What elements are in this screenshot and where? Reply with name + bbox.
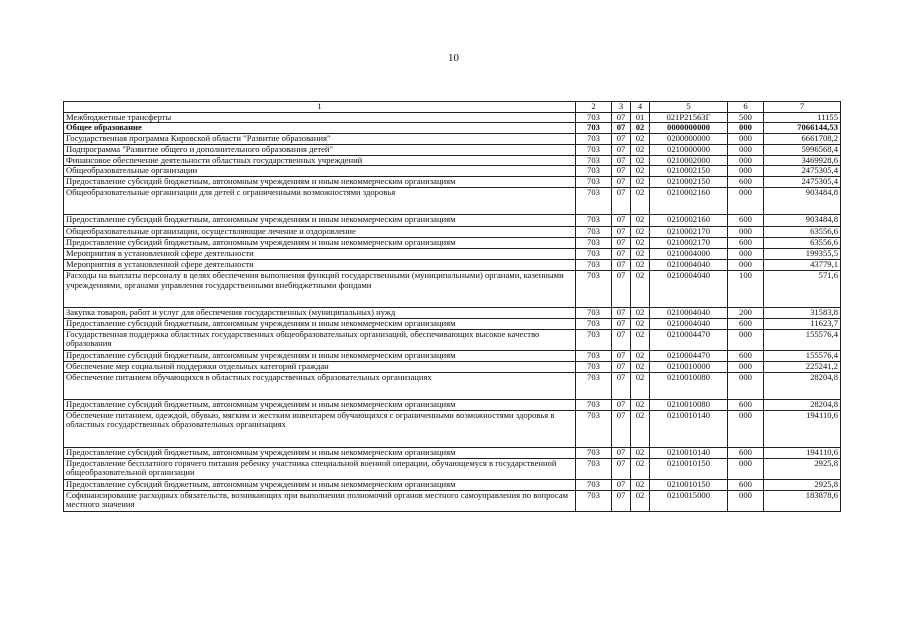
row-subsection-code: 02 xyxy=(631,361,650,372)
row-ministry-code: 703 xyxy=(576,399,612,410)
row-ministry-code: 703 xyxy=(576,318,612,329)
col-header-6: 6 xyxy=(728,102,764,113)
table-row xyxy=(64,361,841,372)
row-amount: 6661708,2 xyxy=(764,134,841,145)
row-amount: 2475305,4 xyxy=(764,177,841,188)
row-amount: 28204,8 xyxy=(764,399,841,410)
row-target-article: 0210002160 xyxy=(650,188,728,215)
row-ministry-code: 703 xyxy=(576,361,612,372)
row-amount: 183878,6 xyxy=(764,490,841,511)
row-subsection-code: 01 xyxy=(631,112,650,123)
row-ministry-code: 703 xyxy=(576,350,612,361)
table-row xyxy=(64,350,841,361)
row-ministry-code: 703 xyxy=(576,458,612,479)
row-section-code: 07 xyxy=(612,237,631,248)
table-row xyxy=(64,479,841,490)
row-description: Предоставление субсидий бюджетным, автономным учреждениям и иным некоммерческим организациям xyxy=(64,318,576,329)
table-row xyxy=(64,227,841,238)
row-section-code: 07 xyxy=(612,123,631,134)
row-target-article: 0210002150 xyxy=(650,166,728,177)
row-section-code: 07 xyxy=(612,134,631,145)
table-row xyxy=(64,123,841,134)
row-ministry-code: 703 xyxy=(576,112,612,123)
row-subsection-code: 02 xyxy=(631,177,650,188)
col-header-4: 4 xyxy=(631,102,650,113)
row-subsection-code: 02 xyxy=(631,188,650,215)
row-target-article: 0210002170 xyxy=(650,237,728,248)
row-ministry-code: 703 xyxy=(576,490,612,511)
row-expense-type: 000 xyxy=(728,188,764,215)
row-expense-type: 000 xyxy=(728,166,764,177)
row-section-code: 07 xyxy=(612,329,631,350)
row-subsection-code: 02 xyxy=(631,307,650,318)
row-section-code: 07 xyxy=(612,361,631,372)
row-section-code: 07 xyxy=(612,144,631,155)
row-amount: 2475305,4 xyxy=(764,166,841,177)
col-header-5: 5 xyxy=(650,102,728,113)
row-description: Межбюджетные трансферты xyxy=(64,112,576,123)
row-subsection-code: 02 xyxy=(631,134,650,145)
row-amount: 903484,8 xyxy=(764,188,841,215)
row-amount: 199355,5 xyxy=(764,248,841,259)
row-section-code: 07 xyxy=(612,248,631,259)
row-ministry-code: 703 xyxy=(576,307,612,318)
row-description: Предоставление субсидий бюджетным, автономным учреждениям и иным некоммерческим организациям xyxy=(64,350,576,361)
row-target-article: 0210010150 xyxy=(650,458,728,479)
table-row xyxy=(64,307,841,318)
row-description: Общеобразовательные организации для детей с ограниченными возможностями здоровья xyxy=(64,188,576,215)
row-amount: 11155 xyxy=(764,112,841,123)
row-section-code: 07 xyxy=(612,479,631,490)
row-description: Государственная поддержка областных государственных общеобразовательных организаций, обеспечивающих высокое качество образования xyxy=(64,329,576,350)
row-target-article: 0210010140 xyxy=(650,447,728,458)
row-target-article: 0210010080 xyxy=(650,372,728,399)
budget-table xyxy=(63,101,841,512)
row-expense-type: 600 xyxy=(728,177,764,188)
row-section-code: 07 xyxy=(612,155,631,166)
row-subsection-code: 02 xyxy=(631,410,650,447)
row-subsection-code: 02 xyxy=(631,215,650,227)
row-description: Обеспечение питанием обучающихся в областных государственных образовательных организациях xyxy=(64,372,576,399)
row-target-article: 0210004040 xyxy=(650,270,728,307)
row-target-article: 0210015000 xyxy=(650,490,728,511)
table-row xyxy=(64,248,841,259)
row-description: Предоставление субсидий бюджетным, автономным учреждениям и иным некоммерческим организациям xyxy=(64,479,576,490)
row-target-article: 0200000000 xyxy=(650,134,728,145)
row-description: Общее образование xyxy=(64,123,576,134)
col-header-2: 2 xyxy=(576,102,612,113)
row-expense-type: 000 xyxy=(728,490,764,511)
row-section-code: 07 xyxy=(612,112,631,123)
table-row xyxy=(64,458,841,479)
row-amount: 5996568,4 xyxy=(764,144,841,155)
row-section-code: 07 xyxy=(612,166,631,177)
row-ministry-code: 703 xyxy=(576,248,612,259)
row-ministry-code: 703 xyxy=(576,329,612,350)
row-target-article: 0210010140 xyxy=(650,410,728,447)
row-description: Общеобразовательные организации, осуществляющие лечение и оздоровление xyxy=(64,227,576,238)
row-description: Софинансирование расходных обязательств, возникающих при выполнении полномочий органов местного самоуправления по вопросам местного значения xyxy=(64,490,576,511)
row-amount: 571,6 xyxy=(764,270,841,307)
col-header-3: 3 xyxy=(612,102,631,113)
row-description: Финансовое обеспечение деятельности областных государственных учреждений xyxy=(64,155,576,166)
table-row xyxy=(64,237,841,248)
row-subsection-code: 02 xyxy=(631,144,650,155)
row-subsection-code: 02 xyxy=(631,237,650,248)
row-expense-type: 000 xyxy=(728,259,764,270)
row-amount: 7066144,53 xyxy=(764,123,841,134)
table-row xyxy=(64,399,841,410)
table-row xyxy=(64,259,841,270)
row-amount: 43779,1 xyxy=(764,259,841,270)
row-ministry-code: 703 xyxy=(576,166,612,177)
row-subsection-code: 02 xyxy=(631,166,650,177)
row-section-code: 07 xyxy=(612,318,631,329)
row-target-article: 0210004040 xyxy=(650,318,728,329)
row-subsection-code: 02 xyxy=(631,399,650,410)
row-amount: 3469928,6 xyxy=(764,155,841,166)
table-row xyxy=(64,490,841,511)
row-amount: 2925,8 xyxy=(764,479,841,490)
row-amount: 2925,8 xyxy=(764,458,841,479)
row-ministry-code: 703 xyxy=(576,215,612,227)
row-amount: 903484,8 xyxy=(764,215,841,227)
row-expense-type: 000 xyxy=(728,155,764,166)
row-expense-type: 100 xyxy=(728,270,764,307)
row-amount: 194110,6 xyxy=(764,447,841,458)
col-header-7: 7 xyxy=(764,102,841,113)
table-row xyxy=(64,372,841,399)
table-row xyxy=(64,112,841,123)
row-ministry-code: 703 xyxy=(576,177,612,188)
row-subsection-code: 02 xyxy=(631,490,650,511)
row-expense-type: 600 xyxy=(728,399,764,410)
row-ministry-code: 703 xyxy=(576,447,612,458)
row-ministry-code: 703 xyxy=(576,144,612,155)
row-expense-type: 000 xyxy=(728,134,764,145)
row-expense-type: 600 xyxy=(728,237,764,248)
row-amount: 155576,4 xyxy=(764,350,841,361)
row-expense-type: 200 xyxy=(728,307,764,318)
row-description: Предоставление субсидий бюджетным, автономным учреждениям и иным некоммерческим организациям xyxy=(64,399,576,410)
row-subsection-code: 02 xyxy=(631,318,650,329)
row-ministry-code: 703 xyxy=(576,410,612,447)
row-amount: 11623,7 xyxy=(764,318,841,329)
row-ministry-code: 703 xyxy=(576,479,612,490)
row-subsection-code: 02 xyxy=(631,155,650,166)
page-number: 10 xyxy=(448,52,459,64)
row-section-code: 07 xyxy=(612,188,631,215)
row-description: Предоставление субсидий бюджетным, автономным учреждениям и иным некоммерческим организациям xyxy=(64,237,576,248)
row-target-article: 0210004040 xyxy=(650,307,728,318)
row-target-article: 0210010080 xyxy=(650,399,728,410)
row-description: Закупка товаров, работ и услуг для обеспечения государственных (муниципальных) нужд xyxy=(64,307,576,318)
row-subsection-code: 02 xyxy=(631,447,650,458)
row-description: Обеспечение мер социальной поддержки отдельных категорий граждан xyxy=(64,361,576,372)
row-subsection-code: 02 xyxy=(631,270,650,307)
row-description: Предоставление бесплатного горячего питания ребенку участника специальной военной операции, обучающемуся в государственной общеобразовательной организации xyxy=(64,458,576,479)
row-target-article: 0210010000 xyxy=(650,361,728,372)
row-subsection-code: 02 xyxy=(631,372,650,399)
row-section-code: 07 xyxy=(612,215,631,227)
row-section-code: 07 xyxy=(612,227,631,238)
col-header-1: 1 xyxy=(64,102,576,113)
row-section-code: 07 xyxy=(612,259,631,270)
row-ministry-code: 703 xyxy=(576,227,612,238)
row-amount: 31583,8 xyxy=(764,307,841,318)
row-section-code: 07 xyxy=(612,270,631,307)
row-section-code: 07 xyxy=(612,447,631,458)
row-target-article: 0210004470 xyxy=(650,329,728,350)
row-target-article: 0210004470 xyxy=(650,350,728,361)
row-expense-type: 000 xyxy=(728,227,764,238)
row-subsection-code: 02 xyxy=(631,479,650,490)
row-ministry-code: 703 xyxy=(576,155,612,166)
row-subsection-code: 02 xyxy=(631,248,650,259)
row-target-article: 0210000000 xyxy=(650,144,728,155)
table-row xyxy=(64,410,841,447)
row-expense-type: 600 xyxy=(728,318,764,329)
row-amount: 63556,6 xyxy=(764,237,841,248)
table-row xyxy=(64,329,841,350)
table-row xyxy=(64,144,841,155)
row-section-code: 07 xyxy=(612,350,631,361)
row-amount: 63556,6 xyxy=(764,227,841,238)
row-target-article: 0210004000 xyxy=(650,248,728,259)
row-expense-type: 600 xyxy=(728,479,764,490)
row-section-code: 07 xyxy=(612,307,631,318)
row-ministry-code: 703 xyxy=(576,188,612,215)
row-ministry-code: 703 xyxy=(576,134,612,145)
row-description: Государственная программа Кировской области "Развитие образования" xyxy=(64,134,576,145)
row-expense-type: 000 xyxy=(728,361,764,372)
row-amount: 194110,6 xyxy=(764,410,841,447)
row-section-code: 07 xyxy=(612,399,631,410)
row-expense-type: 500 xyxy=(728,112,764,123)
row-amount: 28204,8 xyxy=(764,372,841,399)
row-section-code: 07 xyxy=(612,177,631,188)
row-target-article: 0210004040 xyxy=(650,259,728,270)
row-expense-type: 000 xyxy=(728,123,764,134)
row-target-article: 0000000000 xyxy=(650,123,728,134)
table-row xyxy=(64,188,841,215)
row-section-code: 07 xyxy=(612,410,631,447)
row-ministry-code: 703 xyxy=(576,237,612,248)
row-description: Общеобразовательные организации xyxy=(64,166,576,177)
row-target-article: 0210002000 xyxy=(650,155,728,166)
row-subsection-code: 02 xyxy=(631,259,650,270)
row-target-article: 021Р21563Г xyxy=(650,112,728,123)
row-subsection-code: 02 xyxy=(631,350,650,361)
row-subsection-code: 02 xyxy=(631,227,650,238)
table-row xyxy=(64,134,841,145)
row-ministry-code: 703 xyxy=(576,123,612,134)
row-description: Предоставление субсидий бюджетным, автономным учреждениям и иным некоммерческим организациям xyxy=(64,177,576,188)
row-ministry-code: 703 xyxy=(576,259,612,270)
table-row xyxy=(64,155,841,166)
row-description: Подпрограмма "Развитие общего и дополнительного образования детей" xyxy=(64,144,576,155)
row-section-code: 07 xyxy=(612,372,631,399)
table-row xyxy=(64,447,841,458)
table-row xyxy=(64,270,841,307)
row-expense-type: 000 xyxy=(728,144,764,155)
row-description: Мероприятия в установленной сфере деятельности xyxy=(64,259,576,270)
row-description: Предоставление субсидий бюджетным, автономным учреждениям и иным некоммерческим организациям xyxy=(64,215,576,227)
table-row xyxy=(64,318,841,329)
row-expense-type: 600 xyxy=(728,447,764,458)
row-section-code: 07 xyxy=(612,490,631,511)
table-header-row xyxy=(64,102,841,113)
row-target-article: 0210002170 xyxy=(650,227,728,238)
row-expense-type: 000 xyxy=(728,329,764,350)
row-expense-type: 000 xyxy=(728,458,764,479)
row-amount: 225241,2 xyxy=(764,361,841,372)
row-target-article: 0210002150 xyxy=(650,177,728,188)
row-subsection-code: 02 xyxy=(631,458,650,479)
row-section-code: 07 xyxy=(612,458,631,479)
row-target-article: 0210010150 xyxy=(650,479,728,490)
table-row xyxy=(64,166,841,177)
row-description: Обеспечение питанием, одеждой, обувью, мягким и жестким инвентарем обучающихся с ограниченными возможностями здоровья в областных государственных образовательных организациях xyxy=(64,410,576,447)
row-expense-type: 000 xyxy=(728,372,764,399)
row-subsection-code: 02 xyxy=(631,123,650,134)
row-description: Мероприятия в установленной сфере деятельности xyxy=(64,248,576,259)
row-description: Расходы на выплаты персоналу в целях обеспечения выполнения функций государственными (муниципальными) органами, казенными учреждениями, органами управления государственными внебюджетными фондами xyxy=(64,270,576,307)
table-row xyxy=(64,177,841,188)
row-subsection-code: 02 xyxy=(631,329,650,350)
row-expense-type: 000 xyxy=(728,248,764,259)
row-target-article: 0210002160 xyxy=(650,215,728,227)
row-expense-type: 000 xyxy=(728,410,764,447)
row-amount: 155576,4 xyxy=(764,329,841,350)
row-description: Предоставление субсидий бюджетным, автономным учреждениям и иным некоммерческим организациям xyxy=(64,447,576,458)
row-expense-type: 600 xyxy=(728,350,764,361)
row-expense-type: 600 xyxy=(728,215,764,227)
row-ministry-code: 703 xyxy=(576,270,612,307)
row-ministry-code: 703 xyxy=(576,372,612,399)
table-row xyxy=(64,215,841,227)
